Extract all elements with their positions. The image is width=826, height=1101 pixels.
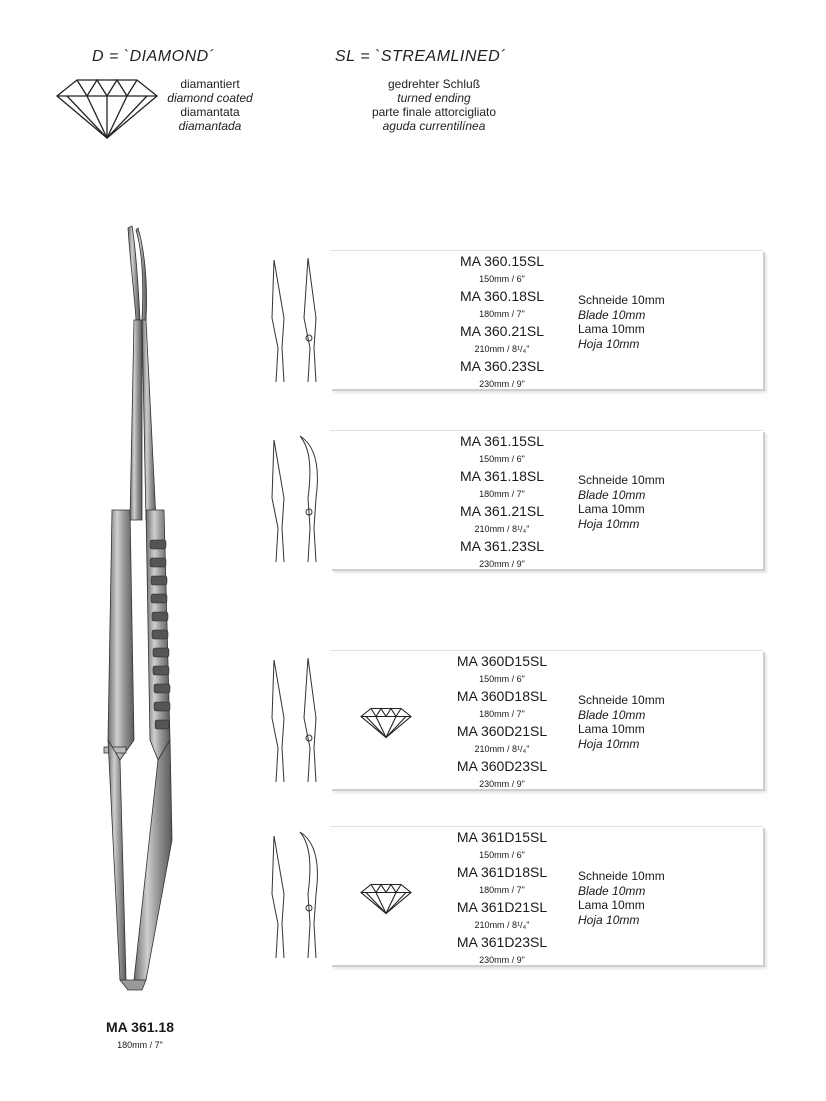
featured-code: MA 361.18 [106, 1019, 174, 1035]
legend-diamond-line: diamantata [180, 105, 240, 119]
product-size: 150mm / 6" [479, 850, 525, 860]
diamond-icon [360, 707, 412, 739]
diamond-icon [360, 883, 412, 915]
product-size: 180mm / 7" [479, 309, 525, 319]
product-code: MA 361D18SL [456, 864, 548, 880]
scissors-sketch-straight [262, 248, 328, 386]
featured-size: 180mm / 7" [117, 1040, 163, 1050]
blade-info [578, 693, 665, 751]
needle-holder-illustration [90, 220, 190, 1000]
product-code: MA 361.21SL [459, 503, 545, 519]
product-code: MA 360.21SL [459, 323, 545, 339]
legend-streamlined-line: parte finale attorcigliato [371, 105, 497, 119]
product-size: 150mm / 6" [479, 274, 525, 284]
scissors-sketch-curved [262, 824, 328, 962]
product-code: MA 360.23SL [459, 358, 545, 374]
product-code: MA 360D15SL [456, 653, 548, 669]
blade-line: Lama 10mm [578, 898, 645, 912]
legend-diamond-title: D = `DIAMOND´ [92, 48, 215, 65]
blade-line: Hoja 10mm [578, 736, 640, 751]
scissors-sketch-straight [262, 648, 328, 786]
product-codes [428, 653, 576, 793]
product-size: 210mm / 8¹/₄" [474, 524, 530, 534]
product-size: 150mm / 6" [479, 674, 525, 684]
blade-line: Schneide 10mm [578, 473, 665, 487]
product-size: 210mm / 8¹/₄" [474, 920, 530, 930]
product-size: 230mm / 9" [479, 379, 525, 389]
blade-line: Lama 10mm [578, 722, 645, 736]
product-size: 150mm / 6" [479, 454, 525, 464]
blade-line: Hoja 10mm [578, 912, 640, 927]
blade-info [578, 473, 665, 531]
product-code: MA 361.18SL [459, 468, 545, 484]
product-code: MA 361.15SL [459, 433, 545, 449]
product-code: MA 361D23SL [456, 934, 548, 950]
product-panel [330, 826, 763, 965]
blade-line: Schneide 10mm [578, 293, 665, 307]
product-code: MA 361.23SL [459, 538, 545, 554]
legend-streamlined-text [334, 77, 534, 133]
blade-info [578, 869, 665, 927]
product-codes [428, 253, 576, 393]
blade-line: Hoja 10mm [578, 516, 640, 531]
product-codes [428, 829, 576, 969]
blade-info [578, 293, 665, 351]
legend-diamond-line: diamantada [178, 119, 242, 133]
product-size: 180mm / 7" [479, 489, 525, 499]
product-code: MA 360D21SL [456, 723, 548, 739]
product-size: 210mm / 8¹/₄" [474, 344, 530, 354]
blade-line: Blade 10mm [578, 883, 646, 898]
legend-streamlined-line: aguda currentilínea [382, 119, 486, 133]
blade-line: Schneide 10mm [578, 693, 665, 707]
blade-line: Lama 10mm [578, 322, 645, 336]
product-size: 180mm / 7" [479, 885, 525, 895]
legend-streamlined-line: turned ending [397, 91, 471, 105]
product-panel [330, 430, 763, 569]
product-code: MA 361D15SL [456, 829, 548, 845]
legend-streamlined-line: gedrehter Schluß [387, 77, 481, 91]
product-size: 230mm / 9" [479, 559, 525, 569]
product-code: MA 360.18SL [459, 288, 545, 304]
legend-diamond-line: diamond coated [167, 91, 253, 105]
legend-streamlined-title: SL = `STREAMLINED´ [335, 48, 506, 65]
product-size: 180mm / 7" [479, 709, 525, 719]
product-code: MA 360.15SL [459, 253, 545, 269]
product-code: MA 360D18SL [456, 688, 548, 704]
product-code: MA 360D23SL [456, 758, 548, 774]
blade-line: Blade 10mm [578, 487, 646, 502]
product-codes [428, 433, 576, 573]
blade-line: Lama 10mm [578, 502, 645, 516]
legend-diamond-line: diamantiert [180, 77, 240, 91]
diamond-icon [55, 78, 159, 140]
product-code: MA 361D21SL [456, 899, 548, 915]
blade-line: Blade 10mm [578, 307, 646, 322]
scissors-sketch-curved [262, 428, 328, 566]
legend-diamond-text [150, 77, 270, 133]
product-size: 210mm / 8¹/₄" [474, 744, 530, 754]
blade-line: Hoja 10mm [578, 336, 640, 351]
product-size: 230mm / 9" [479, 955, 525, 965]
product-panel [330, 250, 763, 389]
blade-line: Schneide 10mm [578, 869, 665, 883]
product-panel [330, 650, 763, 789]
blade-line: Blade 10mm [578, 707, 646, 722]
product-size: 230mm / 9" [479, 779, 525, 789]
